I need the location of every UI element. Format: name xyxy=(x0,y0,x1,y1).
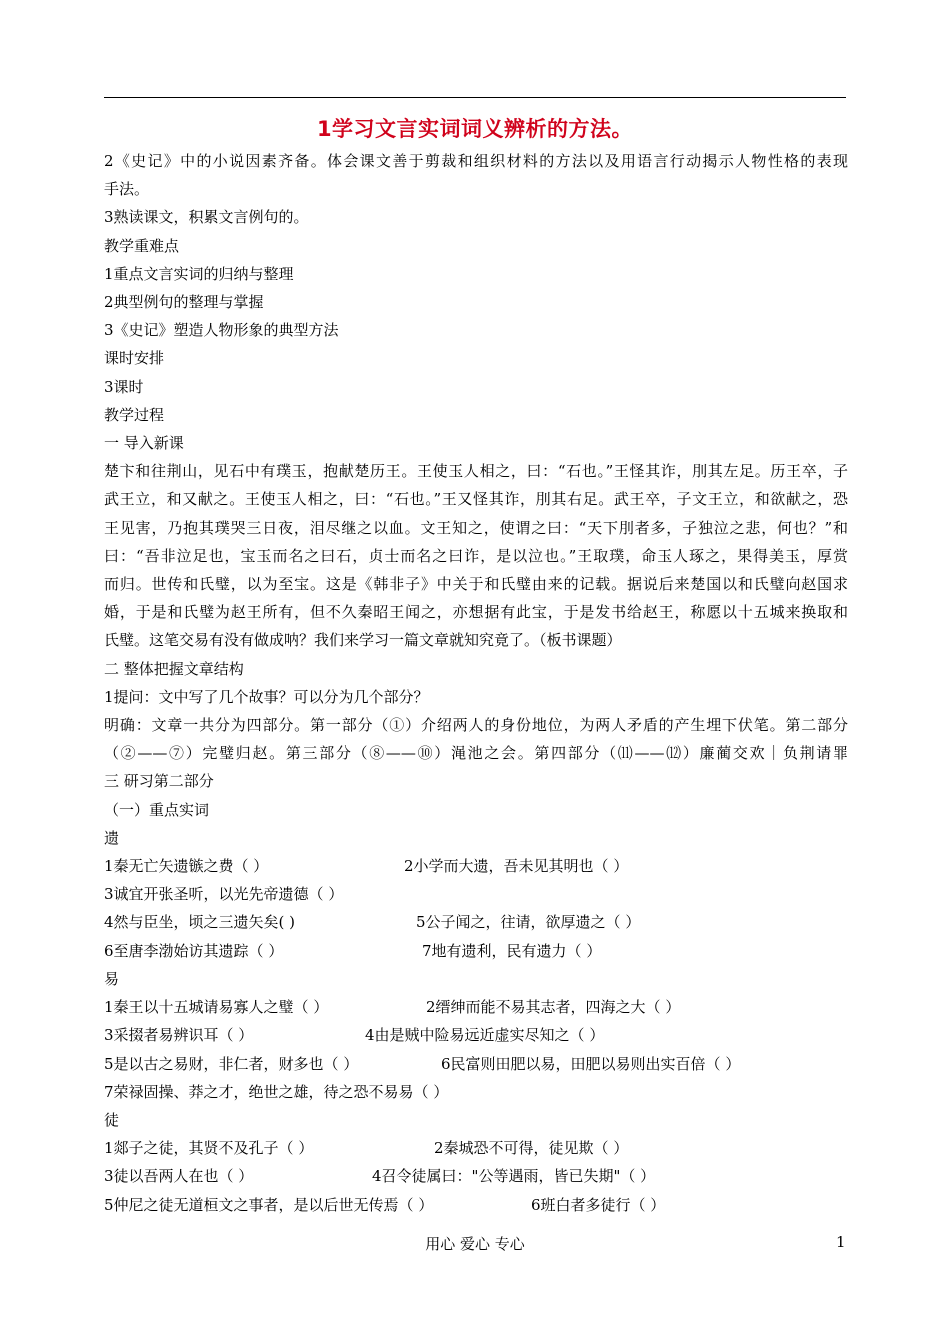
text-line: 手法。 xyxy=(104,180,150,199)
text-line xyxy=(104,937,848,965)
text-line: 3诚宜开张圣听，以光先帝遗德（ ） xyxy=(104,885,344,904)
text-line: 婚，于是和氏璧为赵王所有，但不久秦昭王闻之，亦想据有此宝，于是发书给赵王，称愿以十五城来换取和 xyxy=(104,603,848,622)
document-body xyxy=(104,147,848,1219)
header-rule xyxy=(104,97,846,98)
text-line: 楚卞和往荆山，见石中有璞玉，抱献楚历王。王使玉人相之，曰：“石也。”王怪其诈，刖其左足。历王卒，子 xyxy=(104,462,848,481)
question-item: 6班白者多徒行（ ） xyxy=(531,1195,666,1214)
text-line xyxy=(104,908,848,936)
question-item: 2缙绅而能不易其志者，四海之大（ ） xyxy=(426,998,681,1017)
question-item: 4由是贼中险易远近虚实尽知之（ ） xyxy=(365,1026,605,1045)
text-line: 明确：文章一共分为四部分。第一部分（①）介绍两人的身份地位，为两人矛盾的产生埋下伏笔。第二部分 xyxy=(104,716,848,735)
text-line: 2《史记》中的小说因素齐备。体会课文善于剪裁和组织材料的方法以及用语言行动揭示人物性格的表现 xyxy=(104,152,848,170)
text-line: 7荣禄固操、莽之才，绝世之雄，待之恐不易易（ ） xyxy=(104,1082,449,1101)
page-number: 1 xyxy=(836,1233,846,1251)
text-line: （②——⑦）完璧归赵。第三部分（⑧——⑩）渑池之会。第四部分（⑾——⑿）廉蔺交欢｜负荆请罪 xyxy=(104,744,848,763)
question-item: 2秦城恐不可得，徒见欺（ ） xyxy=(434,1139,629,1158)
question-item: 1秦王以十五城请易寡人之璧（ ） xyxy=(104,998,329,1017)
question-item: 5是以古之易财，非仁者，财多也（ ） xyxy=(104,1054,359,1073)
question-item: 5仲尼之徒无道桓文之事者，是以后世无传焉（ ） xyxy=(104,1195,434,1214)
question-item: 6民富则田肥以易，田肥以易则出实百倍（ ） xyxy=(441,1054,741,1073)
question-item: 4召令徒属曰："公等遇雨，皆已失期"（ ） xyxy=(372,1167,656,1186)
text-line xyxy=(104,1191,848,1219)
text-line xyxy=(104,1021,848,1049)
text-line: 3熟读课文，积累文言例句的。 xyxy=(104,208,309,227)
text-line: 一 导入新课 xyxy=(104,434,184,453)
text-line xyxy=(104,1134,848,1162)
question-item: 1郯子之徒，其贤不及孔子（ ） xyxy=(104,1139,314,1158)
text-line: 王见害，乃抱其璞哭三日夜，泪尽继之以血。文王知之，使谓之曰：“天下刖者多，子独泣之悲，何也？”和 xyxy=(104,518,848,537)
text-line xyxy=(104,993,848,1021)
text-line: （一）重点实词 xyxy=(104,800,210,819)
text-line xyxy=(104,1162,848,1190)
text-line: 武王立，和又献之。王使玉人相之，曰：“石也。”王又怪其诈，刖其右足。武王卒，子文王立，和欲献之，恐 xyxy=(104,490,848,509)
text-line: 三 研习第二部分 xyxy=(104,772,214,791)
question-item: 1秦无亡矢遗镞之费（ ） xyxy=(104,857,269,876)
question-item: 6至唐李渤始访其遗踪（ ） xyxy=(104,941,284,960)
question-item: 5公子闻之，往请，欲厚遗之（ ） xyxy=(416,913,641,932)
question-item: 2小学而大遗，吾未见其明也（ ） xyxy=(404,857,629,876)
text-line: 3课时 xyxy=(104,377,144,396)
text-line: 氏璧。这笔交易有没有做成呐？我们来学习一篇文章就知究竟了。（板书课题） xyxy=(104,631,622,650)
text-line: 1重点文言实词的归纳与整理 xyxy=(104,264,294,283)
text-line: 二 整体把握文章结构 xyxy=(104,659,244,678)
question-item: 3徒以吾两人在也（ ） xyxy=(104,1167,254,1186)
text-line: 课时安排 xyxy=(104,349,165,368)
text-line: 教学过程 xyxy=(104,405,165,424)
text-line: 1提问：文中写了几个故事？可以分为几个部分？ xyxy=(104,687,429,706)
text-line xyxy=(104,852,848,880)
text-line: 3《史记》塑造人物形象的典型方法 xyxy=(104,321,339,340)
text-line: 易 xyxy=(104,969,120,988)
text-line: 教学重难点 xyxy=(104,236,180,255)
text-line: 徒 xyxy=(104,1110,120,1129)
text-line: 而归。世传和氏璧，以为至宝。这是《韩非子》中关于和氏璧由来的记载。据说后来楚国以和氏璧向赵国求 xyxy=(104,575,848,594)
question-item: 3采掇者易辨识耳（ ） xyxy=(104,1026,254,1045)
text-line: 曰：“吾非泣足也，宝玉而名之曰石，贞士而名之曰诈，是以泣也。”王取璞，命玉人琢之，果得美玉，厚赏 xyxy=(104,546,848,565)
text-line: 2典型例句的整理与掌握 xyxy=(104,293,264,312)
question-item: 7地有遗利，民有遗力（ ） xyxy=(422,941,602,960)
page-footer: 用心 爱心 专心 xyxy=(425,1235,525,1253)
page-title: 1学习文言实词词义辨析的方法。 xyxy=(316,117,634,141)
text-line: 遗 xyxy=(104,828,120,847)
question-item: 4然与臣坐，顷之三遗矢矣( ) xyxy=(104,913,296,932)
text-line xyxy=(104,1050,848,1078)
